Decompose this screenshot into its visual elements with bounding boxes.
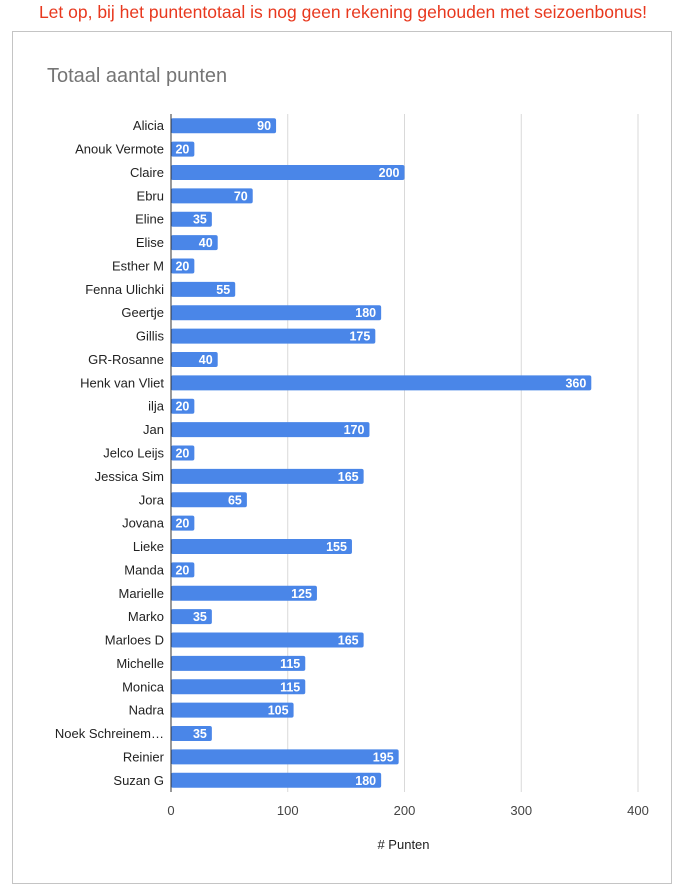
category-label: Lieke bbox=[132, 539, 164, 555]
x-tick-label: 200 bbox=[393, 803, 416, 818]
x-tick-label: 0 bbox=[167, 803, 175, 818]
data-label: 35 bbox=[192, 727, 207, 742]
bar bbox=[171, 749, 399, 764]
data-label: 155 bbox=[326, 540, 347, 555]
bar bbox=[171, 422, 369, 437]
category-label: Elise bbox=[135, 235, 164, 251]
data-label: 360 bbox=[565, 376, 587, 391]
category-label: Eline bbox=[135, 211, 164, 227]
x-tick-label: 300 bbox=[510, 803, 533, 818]
data-label: 70 bbox=[233, 189, 248, 204]
data-label: 90 bbox=[257, 119, 272, 134]
category-label: Fenna Ulichki bbox=[85, 281, 164, 297]
data-label: 40 bbox=[198, 236, 213, 251]
category-label: ilja bbox=[148, 398, 164, 414]
category-label: Manda bbox=[124, 562, 164, 578]
bar bbox=[171, 329, 375, 344]
category-label: Monica bbox=[122, 679, 164, 695]
data-label: 195 bbox=[372, 750, 394, 765]
data-label: 180 bbox=[355, 306, 377, 321]
bar bbox=[171, 469, 364, 484]
data-label: 180 bbox=[355, 773, 377, 788]
category-label: Jora bbox=[138, 492, 164, 508]
data-label: 20 bbox=[175, 142, 190, 157]
category-label: Jessica Sim bbox=[94, 468, 164, 484]
category-label: Esther M bbox=[111, 258, 164, 274]
data-label: 115 bbox=[280, 680, 301, 695]
category-label: Reinier bbox=[122, 749, 164, 765]
data-label: 35 bbox=[192, 610, 207, 625]
x-axis-title: # Punten bbox=[377, 837, 430, 852]
category-label: Gillis bbox=[135, 328, 164, 344]
category-label: Jelco Leijs bbox=[103, 445, 164, 461]
category-label: Ebru bbox=[136, 188, 164, 204]
data-label: 165 bbox=[337, 633, 359, 648]
category-label: Alicia bbox=[132, 118, 164, 134]
bar bbox=[171, 305, 381, 320]
x-tick-label: 400 bbox=[627, 803, 649, 818]
data-label: 20 bbox=[175, 563, 190, 578]
data-label: 115 bbox=[280, 656, 301, 671]
data-label: 65 bbox=[227, 493, 242, 508]
category-label: Marloes D bbox=[104, 632, 164, 648]
data-label: 170 bbox=[343, 423, 365, 438]
data-label: 35 bbox=[192, 212, 207, 227]
data-label: 20 bbox=[175, 516, 190, 531]
category-label: Henk van Vliet bbox=[80, 375, 164, 391]
category-label: Michelle bbox=[116, 655, 164, 671]
data-label: 20 bbox=[175, 259, 190, 274]
x-tick-label: 100 bbox=[276, 803, 299, 818]
category-label: Geertje bbox=[121, 305, 164, 321]
warning-banner: Let op, bij het puntentotaal is nog geen rekening gehouden met seizoenbonus! bbox=[38, 2, 648, 22]
bar bbox=[171, 165, 405, 180]
data-label: 200 bbox=[378, 165, 400, 180]
category-label: Suzan G bbox=[113, 772, 164, 788]
data-label: 20 bbox=[175, 399, 190, 414]
data-label: 125 bbox=[291, 586, 312, 601]
data-label: 40 bbox=[198, 352, 213, 367]
category-label: Jan bbox=[143, 422, 164, 438]
data-label: 105 bbox=[267, 703, 289, 718]
category-label: GR-Rosanne bbox=[88, 351, 164, 367]
category-label: Marko bbox=[127, 609, 164, 625]
category-label: Jovana bbox=[122, 515, 164, 531]
category-label: Nadra bbox=[128, 702, 164, 718]
data-label: 175 bbox=[349, 329, 371, 344]
data-label: 20 bbox=[175, 446, 190, 461]
data-label: 165 bbox=[337, 469, 359, 484]
category-label: Claire bbox=[130, 164, 164, 180]
category-label: Anouk Vermote bbox=[75, 141, 164, 157]
bar bbox=[171, 539, 352, 554]
bar bbox=[171, 375, 591, 390]
category-label: Noek Schreinem… bbox=[54, 726, 164, 742]
category-label: Marielle bbox=[118, 585, 164, 601]
data-label: 55 bbox=[216, 282, 231, 297]
bar bbox=[171, 633, 364, 648]
bar bbox=[171, 773, 381, 788]
chart-title: Totaal aantal punten bbox=[47, 65, 228, 87]
